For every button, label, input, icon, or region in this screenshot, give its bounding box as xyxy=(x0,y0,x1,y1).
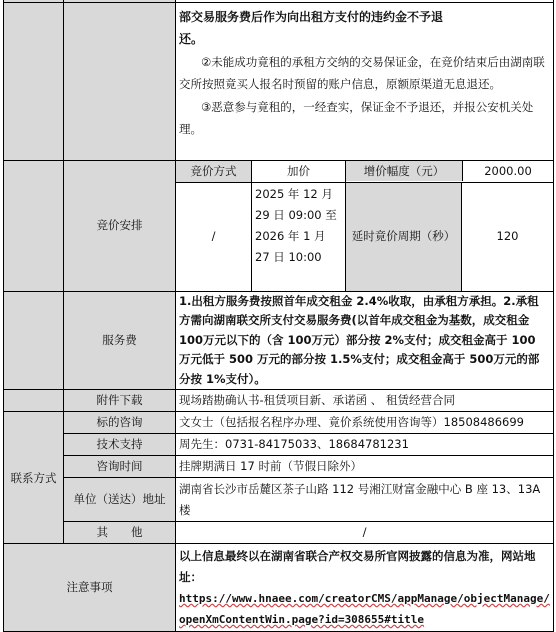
left-gray-cell xyxy=(4,2,64,160)
left-gray-cell-4 xyxy=(4,291,64,390)
penalty-line1: 部交易服务费后作为向出租方支付的违约金不予退 xyxy=(179,9,444,24)
contact-label: 联系方式 xyxy=(4,412,64,544)
notice-url-link[interactable]: https://www.hnaee.com/creatorCMS/appManage/objectManage/openXmContentWin.page?id=308655#title xyxy=(179,592,550,626)
contact-row-2-label: 咨询时间 xyxy=(64,456,176,478)
increment-label: 增价幅度（元） xyxy=(346,161,463,181)
penalty-item-3: ③恶意参与竟租的，一经查实，保证金不予退还，并报公安机关处理。 xyxy=(179,99,534,136)
contact-row-0-label: 标的咨询 xyxy=(64,412,176,434)
bidding-label: 竞价安排 xyxy=(64,160,176,291)
service-fee-text: 1.出租方服务费按照首年成交租金 2.4%收取，由承租方承担。2.承租方需向湖南联交所支付交易服务费(以首年成交租金为基数，成交租金 100万元以下的（含 100万元）部分按 2%支付；成交租金高于 100 万元低于 500 万元的部分按 1.5%支付；成交租金高于 500万元的部分按 1%支付）。 xyxy=(176,291,554,390)
contact-row-2-value: 挂牌期满日 17 时前（节假日除外） xyxy=(176,456,554,478)
increment-value: 2000.00 xyxy=(484,164,532,178)
listing-info-table xyxy=(3,0,554,632)
contact-row-4-value: / xyxy=(176,522,554,544)
contact-row-1-value: 周先生：0731-84175033、18684781231 xyxy=(176,434,554,456)
penalty-clause xyxy=(176,2,554,160)
attachments-label: 附件下载 xyxy=(64,390,176,412)
penalty-item-2: ②未能成功竟租的承租方交纳的交易保证金，在竞价结束后由湖南联交所按照竟买人报名时预留的账户信息，原额原渠道无息退还。 xyxy=(179,54,545,91)
bidding-method-label: 竞价方式 xyxy=(176,160,252,182)
left-gray-cell-2 xyxy=(64,2,176,160)
left-gray-cell-3 xyxy=(4,160,64,291)
bidding-method-value: 加价 xyxy=(252,160,346,182)
notice-cell xyxy=(176,544,554,632)
service-fee-label: 服务费 xyxy=(64,291,176,390)
delay-label: 延时竟价周期（秒） xyxy=(346,183,462,291)
contact-row-1-label: 技术支持 xyxy=(64,434,176,456)
contact-row-3-value: 湖南省长沙市岳麓区茶子山路 112 号湘江财富金融中心 B 座 13、13A 楼 xyxy=(176,478,554,522)
contact-row-3-label: 单位（送达）地址 xyxy=(64,478,176,522)
notice-text: 以上信息最终以在湖南省联合产权交易所官网披露的信息为准，网站地址： xyxy=(179,549,536,584)
attachments-value[interactable]: 现场踏勘确认书-租赁项目新、承诺函 、 租赁经营合同 xyxy=(176,390,554,412)
notice-label: 注意事项 xyxy=(4,544,176,632)
contact-row-4-label: 其 他 xyxy=(64,522,176,544)
left-gray-cell-5 xyxy=(4,390,64,412)
bidding-period: 2025 年 12 月 29 日 09:00 至 2026 年 1 月 27 日 10:00 xyxy=(252,182,346,291)
delay-value: 120 xyxy=(496,229,519,243)
penalty-line1-tail: 还。 xyxy=(179,32,204,46)
contact-row-0-value: 文女士（包括报名程序办理、竟价系统使用咨询等）18508486699 xyxy=(176,412,554,434)
bidding-slash: / xyxy=(176,182,252,291)
